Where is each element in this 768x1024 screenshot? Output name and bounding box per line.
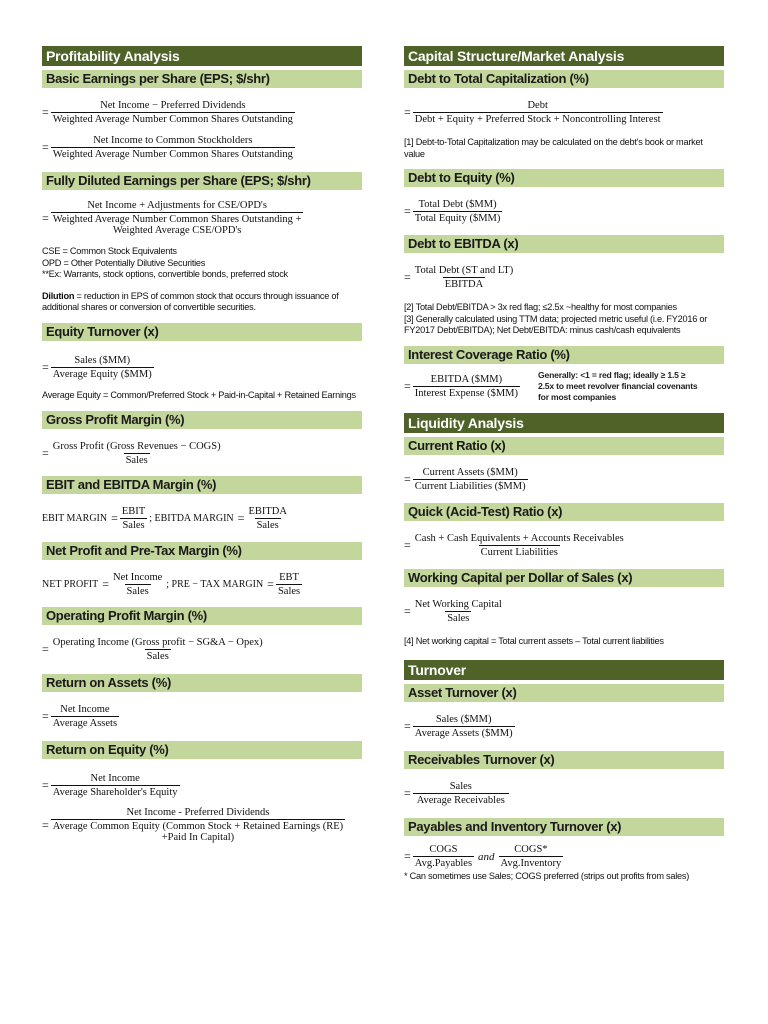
fraction (51, 807, 345, 843)
interest-coverage-title: Interest Coverage Ratio (%) (404, 346, 724, 364)
fraction (51, 773, 180, 798)
asset-turnover-title: Asset Turnover (x) (404, 684, 724, 702)
fraction (413, 714, 515, 739)
denominator: Sales (256, 520, 279, 531)
fraction (413, 100, 663, 125)
equals-sign: = (404, 378, 411, 393)
denominator: Average Shareholder's Equity (52, 787, 178, 798)
numerator: Net Income − Preferred Dividends (100, 100, 246, 111)
diluted-eps-title: Fully Diluted Earnings per Share (EPS; $/shr) (42, 172, 362, 190)
fraction (51, 637, 265, 662)
gross-margin-formula (42, 441, 362, 466)
equals-sign: = (404, 719, 411, 733)
gross-margin-title: Gross Profit Margin (%) (42, 411, 362, 429)
denominator: Average Receivables (413, 793, 509, 806)
denominator: Avg.Inventory (500, 858, 562, 869)
receivables-turnover-title: Receivables Turnover (x) (404, 751, 724, 769)
dilution-text: = reduction in EPS of common stock that occurs through issuance of additional shares or conversion of convertible securities. (42, 290, 339, 312)
equals-sign: = (42, 642, 49, 656)
denominator-line-1: Average Common Equity (Common Stock + Retained Earnings (RE) (52, 821, 344, 832)
net-profit-label: NET PROFIT (42, 579, 99, 590)
debt-ebitda-note-3: [3] Generally calculated using TTM data; projected metric useful (i.e. FY2016 or FY2017 Debt/EBITDA); Net Debt/EBITDA: minus cash/cash equivalents (404, 313, 708, 335)
roe-formula-1 (42, 773, 362, 798)
fraction (413, 533, 626, 558)
equals-sign: = (404, 204, 411, 218)
fraction (51, 100, 295, 125)
equals-sign: = (42, 709, 49, 723)
debt-ebitda-notes (404, 302, 724, 337)
equals-sign: = (404, 786, 411, 800)
numerator: Sales ($MM) (435, 714, 492, 725)
opd-note: OPD = Other Potentially Dilutive Securities (42, 257, 206, 268)
equals-sign: = (42, 210, 49, 225)
ebit-margin-title: EBIT and EBITDA Margin (%) (42, 476, 362, 494)
right-column (404, 46, 724, 883)
denominator: Current Liabilities ($MM) (414, 480, 526, 492)
numerator: Net Income to Common Stockholders (93, 135, 253, 146)
fraction (276, 572, 302, 597)
numerator: Cash + Cash Equivalents + Accounts Receivables (414, 532, 624, 544)
equals-sign: = (404, 270, 411, 284)
roe-formula-2 (42, 807, 362, 843)
fraction (499, 844, 564, 869)
payables-inventory-note: * Can sometimes use Sales; COGS preferred (strips out profits from sales) (404, 871, 690, 881)
basic-eps-title: Basic Earnings per Share (EPS; $/shr) (42, 70, 362, 88)
numerator: Sales (449, 781, 472, 792)
denominator: Average Assets ($MM) (414, 728, 513, 739)
numerator: Total Debt ($MM) (418, 199, 497, 210)
numerator: Current Assets ($MM) (422, 466, 518, 478)
net-margin-title: Net Profit and Pre-Tax Margin (%) (42, 542, 362, 560)
current-ratio-title: Current Ratio (x) (404, 437, 724, 455)
ebitda-margin-label: ; EBITDA MARGIN (149, 513, 234, 524)
ebit-margin-formula (42, 506, 362, 531)
equity-turnover-title: Equity Turnover (x) (42, 323, 362, 341)
numerator: Sales ($MM) (74, 354, 131, 366)
equity-turnover-note: Average Equity = Common/Preferred Stock + Paid-in-Capital + Retained Earnings (42, 389, 356, 400)
equals-sign: = (237, 511, 245, 525)
fraction (413, 599, 504, 624)
equals-sign: = (111, 511, 118, 525)
numerator: EBIT (121, 506, 146, 517)
debt-ebitda-note-2: [2] Total Debt/EBITDA > 3x red flag; ≤2.5x ~healthy for most companies (404, 302, 677, 312)
diluted-eps-formula (42, 200, 362, 236)
basic-eps-formula-2 (42, 135, 362, 160)
denominator: Sales (122, 520, 145, 531)
roe-title: Return on Equity (%) (42, 741, 362, 759)
equals-sign: = (42, 446, 49, 460)
working-capital-note: [4] Net working capital = Total current assets – Total current liabilities (404, 635, 664, 646)
fraction (246, 506, 289, 531)
receivables-turnover-formula (404, 781, 724, 806)
numerator: Net Income (60, 704, 110, 715)
fraction (51, 355, 154, 380)
quick-ratio-formula (404, 533, 724, 558)
payables-inventory-title: Payables and Inventory Turnover (x) (404, 818, 724, 836)
fraction (413, 781, 509, 806)
denominator: Sales (447, 612, 470, 624)
denominator: Weighted Average Number Common Shares Outstanding (52, 149, 293, 160)
asset-turnover-formula (404, 714, 724, 739)
interest-coverage-guidance: Generally: <1 = red flag; ideally ≥ 1.5 ≥ 2.5x to meet revolver financial covenants for most companies (538, 369, 698, 402)
equals-sign: = (42, 359, 49, 374)
denominator: Avg.Payables (414, 858, 473, 869)
numerator: Gross Profit (Gross Revenues − COGS) (52, 441, 221, 452)
roa-title: Return on Assets (%) (42, 674, 362, 692)
net-margin-formula (42, 572, 362, 597)
equals-sign: = (42, 778, 49, 792)
numerator: COGS* (514, 844, 548, 855)
equals-sign: = (267, 577, 274, 591)
fraction (51, 704, 119, 729)
working-capital-title: Working Capital per Dollar of Sales (x) (404, 569, 724, 587)
pretax-margin-label: ; PRE − TAX MARGIN (166, 579, 264, 590)
fraction (120, 506, 147, 531)
capital-structure-header: Capital Structure/Market Analysis (404, 46, 724, 66)
numerator: Debt (527, 100, 548, 111)
debt-capitalization-note: [1] Debt-to-Total Capitalization may be calculated on the debt's book or market value (404, 137, 703, 159)
numerator: Net Income - Preferred Dividends (126, 807, 270, 818)
equals-sign: = (102, 577, 109, 591)
fraction (413, 844, 474, 869)
operating-margin-formula (42, 637, 362, 662)
debt-capitalization-title: Debt to Total Capitalization (%) (404, 70, 724, 88)
dilution-definition (42, 291, 362, 314)
numerator: EBITDA ($MM) (430, 373, 503, 385)
denominator: Debt + Equity + Preferred Stock + Noncontrolling Interest (414, 114, 661, 125)
numerator: Net Income + Adjustments for CSE/OPD's (87, 200, 267, 211)
denominator: Sales (125, 455, 148, 466)
denominator-line-1: Weighted Average Number Common Shares Outstanding + (52, 214, 302, 225)
debt-capitalization-formula (404, 100, 724, 125)
fraction (51, 200, 304, 236)
denominator: Average Assets (52, 718, 118, 729)
numerator: EBITDA (248, 506, 287, 517)
equals-sign: = (404, 105, 411, 119)
denominator (51, 212, 304, 236)
numerator: Net Income (113, 572, 163, 583)
payables-inventory-formula (404, 844, 724, 869)
equals-sign: = (404, 603, 411, 618)
left-column (42, 46, 362, 843)
equals-sign: = (42, 817, 49, 832)
and-word: and (478, 850, 495, 863)
equals-sign: = (404, 849, 411, 863)
equals-sign: = (404, 537, 411, 552)
liquidity-header: Liquidity Analysis (404, 413, 724, 433)
denominator-line-2: Weighted Average CSE/OPD's (112, 225, 242, 236)
roa-formula (42, 704, 362, 729)
fraction (413, 374, 520, 399)
equity-turnover-formula (42, 355, 362, 380)
basic-eps-formula-1 (42, 100, 362, 125)
fraction (51, 441, 223, 466)
numerator: COGS (429, 844, 458, 855)
denominator: Sales (277, 586, 301, 597)
denominator: Sales (126, 586, 149, 597)
diluted-eps-notes (42, 246, 362, 314)
fraction (413, 265, 515, 290)
operating-margin-title: Operating Profit Margin (%) (42, 607, 362, 625)
debt-ebitda-formula (404, 265, 724, 290)
numerator: Net Working Capital (414, 598, 502, 610)
numerator: EBT (279, 572, 299, 583)
denominator: Weighted Average Number Common Shares Outstanding (52, 114, 293, 125)
denominator: EBITDA (444, 279, 484, 290)
denominator: Current Liabilities (480, 546, 558, 558)
quick-ratio-title: Quick (Acid-Test) Ratio (x) (404, 503, 724, 521)
numerator: Net Income (90, 773, 140, 784)
interest-coverage-formula (404, 370, 724, 403)
equals-sign: = (42, 140, 49, 154)
ebit-margin-label: EBIT MARGIN (42, 513, 108, 524)
numerator: Operating Income (Gross profit − SG&A − Opex) (52, 637, 263, 648)
equals-sign: = (42, 105, 49, 119)
dilution-term: Dilution (42, 290, 75, 301)
denominator: Sales (146, 651, 169, 662)
denominator-line-2: +Paid In Capital) (161, 832, 235, 843)
denominator (51, 819, 345, 843)
cse-note: CSE = Common Stock Equivalents (42, 246, 177, 256)
debt-equity-title: Debt to Equity (%) (404, 169, 724, 187)
debt-equity-formula (404, 199, 724, 224)
equals-sign: = (404, 471, 411, 486)
profitability-header: Profitability Analysis (42, 46, 362, 66)
examples-note: **Ex: Warrants, stock options, convertible bonds, preferred stock (42, 269, 288, 279)
turnover-header: Turnover (404, 660, 724, 680)
denominator: Average Equity ($MM) (52, 368, 152, 380)
current-ratio-formula (404, 467, 724, 492)
denominator: Interest Expense ($MM) (414, 387, 519, 399)
fraction (413, 467, 528, 492)
fraction (111, 572, 164, 597)
fraction (413, 199, 503, 224)
debt-ebitda-title: Debt to EBITDA (x) (404, 235, 724, 253)
fraction (51, 135, 295, 160)
denominator: Total Equity ($MM) (414, 213, 501, 224)
numerator: Total Debt (ST and LT) (414, 265, 514, 276)
working-capital-formula (404, 599, 724, 624)
